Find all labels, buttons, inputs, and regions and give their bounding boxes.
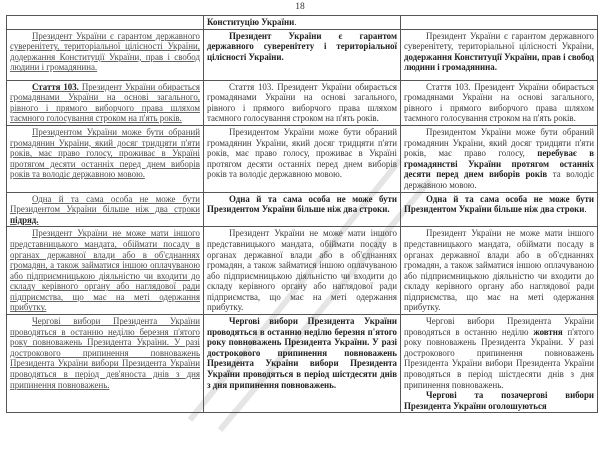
cell-original [7,227,204,315]
cell-text: Президент України є гарантом державного суверенітету, територіальної цілісності України, [404,30,594,52]
cell-text: Президент України не може мати іншого представницького мандата, обіймати посаду в органах державної влади або в об'єднаннях громадян, а також займатися іншою оплачуваною або підприємницькою діяльністю чи входити до складу керівного органу або наглядової ради підприємства, що має на меті одержання прибутку. [404,228,594,313]
comparison-table [6,15,598,413]
cell-text: . [294,17,297,27]
table-row [7,315,598,413]
cell-proposal [401,80,598,125]
table-row [7,227,598,315]
cell-proposal [401,315,598,413]
cell-draft [204,29,401,80]
cell-proposal [401,125,598,192]
cell-original [7,315,204,413]
cell-proposal [401,192,598,227]
table-row [7,192,598,227]
cell-text: Стаття 103. Президент України обирається громадянами України на основі загального, рівного і прямого виборчого права шляхом таємного голосування строком на п'ять років. [207,81,397,124]
cell-text: Президентом України може бути обраний громадянин України, який досяг тридцяти п'яти років, має право голосу, проживає в Україні протягом десяти останніх перед днем виборів років та володіє державною мовою. [10,126,200,180]
cell-draft [204,315,401,413]
bold-text: Конституцію України [207,17,295,27]
cell-text: Чергові вибори Президента України проводяться в останню неділю березня п'ятого року повноважень Президента України. У разі дострокового припинення повноважень Президента України вибори Президента України проводяться в період шістдесяти днів з дня припинення повноважень. [207,316,397,390]
cell-draft [204,16,401,30]
cell-draft [204,80,401,125]
cell-text: Одна й та сама особа не може бути Президентом України більше ніж два строки [10,193,200,215]
bold-text: Стаття 103. [32,81,79,92]
bold-text: Одна й та сама особа не може бути Президентом України більше ніж два строки [404,193,594,215]
cell-draft [204,192,401,227]
cell-original [7,29,204,80]
table-row [7,125,598,192]
cell-text: . [584,204,587,215]
cell-text: Чергові вибори Президента України проводяться в останню неділю [404,316,594,337]
bold-text: жовтня [533,326,563,337]
cell-proposal [401,227,598,315]
bold-text: додержання Конституції України, прав і свобод людини і громадянина. [404,51,594,73]
cell-text: Президент України обирається громадянами України на основі загального, рівного і прямого виборчого права шляхом таємного голосування строком на п'ять років. [10,81,200,124]
cell-text: Президент України є гарантом державного суверенітету і територіальної цілісності України. [207,30,397,62]
page-number: 18 [295,2,305,12]
bold-text: перебуває в громадянстві України протягом останніх десяти перед днем виборів років [404,148,594,180]
bold-text: Чергові та позачергові вибори Президента України оголошуються [404,390,594,411]
cell-text: п'ятого року повноважень Президента України. У разі дострокового припинення повноважень Президента України вибори Президента України проводяться в період шістдесяти днів з дня припинення повноважень. [404,326,594,390]
cell-draft [204,125,401,192]
cell-text: Президентом України може бути обраний громадянин України, який досяг тридцяти п'яти років, має право голосу, проживає в Україні протягом десяти останніх перед днем виборів років та володіє державною мовою. [207,126,397,180]
cell-proposal [401,16,598,30]
cell-text: Президентом України може бути обраний громадянин України, який досяг тридцяти п'яти років, має право голосу, [404,126,594,159]
bold-text: підряд. [10,214,39,225]
cell-original [7,16,204,30]
cell-text: Президент України є гарантом державного суверенітету, територіальної цілісності України, додержання Конституції України, прав і свобод людини і громадянина. [10,30,200,73]
table-row [7,80,598,125]
cell-text: Президент України не може мати іншого представницького мандата, обіймати посаду в органах державної влади або в об'єднаннях громадян, а також займатися іншою оплачуваною або підприємницькою діяльністю чи входити до складу керівного органу або наглядової ради підприємства, що має на меті одержання прибутку. [10,228,200,313]
cell-original [7,125,204,192]
cell-text: та володіє державною мовою. [404,169,595,190]
table-row [7,16,598,30]
cell-original [7,192,204,227]
cell-original [7,80,204,125]
cell-text: Чергові вибори Президента України проводяться в останню неділю березня п'ятого року повноважень Президента України. У разі дострокового припинення повноважень Президента України вибори Президента України проводяться в період дев'яноста днів з дня припинення повноважень. [10,316,200,390]
cell-proposal [401,29,598,80]
table-row [7,29,598,80]
cell-text: Стаття 103. Президент України обирається громадянами України на основі загального, рівного і прямого виборчого права шляхом таємного голосування строком на п'ять років. [404,81,594,124]
cell-draft [204,227,401,315]
cell-text: Одна й та сама особа не може бути Президентом України більше ніж два строки. [207,193,397,215]
cell-text: Президент України не може мати іншого представницького мандата, обіймати посаду в органах державної влади або в об'єднаннях громадян, а також займатися іншою оплачуваною або підприємницькою діяльністю чи входити до складу керівного органу або наглядової ради підприємства, що має на меті одержання прибутку. [207,228,397,313]
